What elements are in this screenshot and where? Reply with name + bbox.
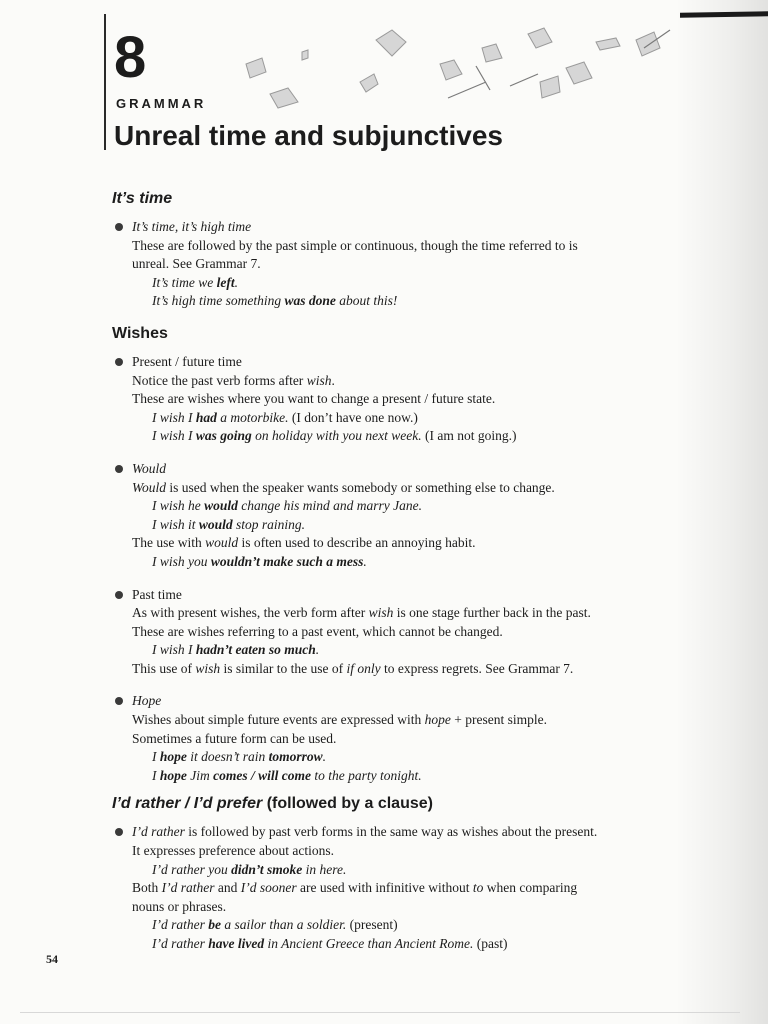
bullet-title: Past time: [132, 586, 182, 602]
explanation-line: These are wishes referring to a past event, which cannot be changed.: [132, 623, 503, 639]
bullet-present-future: [112, 353, 672, 446]
explanation-line: It expresses preference about actions.: [132, 843, 335, 859]
example-sentence: I wish I was going on holiday with you next week. (I am not going.): [152, 428, 517, 444]
explanation-line: As with present wishes, the verb form after wish is one stage further back in the past.: [132, 605, 591, 621]
example-sentence: I wish I hadn’t eaten so much.: [152, 642, 320, 658]
section-heading-its-time: It’s time: [112, 190, 173, 207]
explanation-line: Would is used when the speaker wants somebody or something else to change.: [132, 479, 555, 495]
example-sentence: I’d rather be a sailor than a soldier. (present): [152, 917, 398, 933]
example-sentence: It’s high time something was done about this!: [152, 293, 398, 309]
example-sentence: I hope it doesn’t rain tomorrow.: [152, 749, 327, 765]
bullet-title: Would: [132, 460, 167, 476]
decorative-cubes-graphic: [240, 12, 680, 122]
bullet-dot: [115, 697, 123, 705]
bullet-dot: [115, 223, 123, 231]
section-wishes: [112, 323, 672, 785]
explanation-line: These are followed by the past simple or continuous, though the time referred to is: [132, 237, 578, 253]
section-heading-id-rather: I’d rather / I’d prefer (followed by a clause): [112, 795, 433, 813]
explanation-line: unreal. See Grammar 7.: [132, 256, 261, 272]
bullet-dot: [115, 465, 123, 473]
bullet-title: It’s time, it’s high time: [132, 219, 252, 234]
example-sentence: It’s time we left.: [152, 274, 238, 290]
section-heading-wishes: Wishes: [112, 324, 168, 342]
bullet-its-time: [112, 218, 672, 311]
explanation-line: Notice the past verb forms after wish.: [132, 372, 335, 388]
explanation-line: The use with would is often used to describe an annoying habit.: [132, 535, 476, 551]
page-number: 54: [46, 952, 58, 966]
bullet-dot: [115, 358, 123, 366]
page-edge-shadow: [676, 0, 768, 1024]
bullet-title: Hope: [132, 693, 162, 709]
explanation-line: nouns or phrases.: [132, 898, 227, 914]
bullet-id-rather: [112, 823, 672, 953]
bullet-would: [112, 460, 672, 572]
example-sentence: I wish it would stop raining.: [152, 516, 306, 532]
explanation-line: This use of wish is similar to the use of if only to express regrets. See Grammar 7.: [132, 660, 574, 676]
bullet-past-time: [112, 586, 672, 679]
example-sentence: I wish I had a motorbike. (I don’t have one now.): [152, 409, 418, 425]
bottom-rule: [20, 1012, 740, 1013]
example-sentence: I’d rather have lived in Ancient Greece than Ancient Rome. (past): [152, 936, 508, 951]
unit-label: GRAMMAR: [116, 96, 207, 111]
header-rule: [104, 14, 106, 150]
explanation-line: These are wishes where you want to change a present / future state.: [132, 391, 496, 407]
example-sentence: I hope Jim comes / will come to the party tonight.: [152, 767, 422, 783]
explanation-line: Sometimes a future form can be used.: [132, 730, 337, 746]
unit-number: 8: [114, 25, 147, 90]
grammar-content: [112, 188, 672, 954]
section-its-time: [112, 188, 672, 311]
page-title: Unreal time and subjunctives: [114, 120, 503, 151]
example-sentence: I’d rather you didn’t smoke in here.: [152, 861, 347, 877]
explanation-line: Both I’d rather and I’d sooner are used with infinitive without to when comparing: [132, 880, 578, 896]
section-id-rather: [112, 793, 672, 953]
explanation-line: Wishes about simple future events are expressed with hope + present simple.: [132, 712, 547, 728]
bullet-title: Present / future time: [132, 353, 242, 369]
example-sentence: I wish you wouldn’t make such a mess.: [152, 553, 367, 569]
bullet-hope: [112, 692, 672, 785]
bullet-dot: [115, 591, 123, 599]
bullet-dot: [115, 828, 123, 836]
example-sentence: I wish he would change his mind and marry Jane.: [152, 498, 422, 514]
explanation-line: I’d rather is followed by past verb forms in the same way as wishes about the present.: [132, 824, 598, 840]
